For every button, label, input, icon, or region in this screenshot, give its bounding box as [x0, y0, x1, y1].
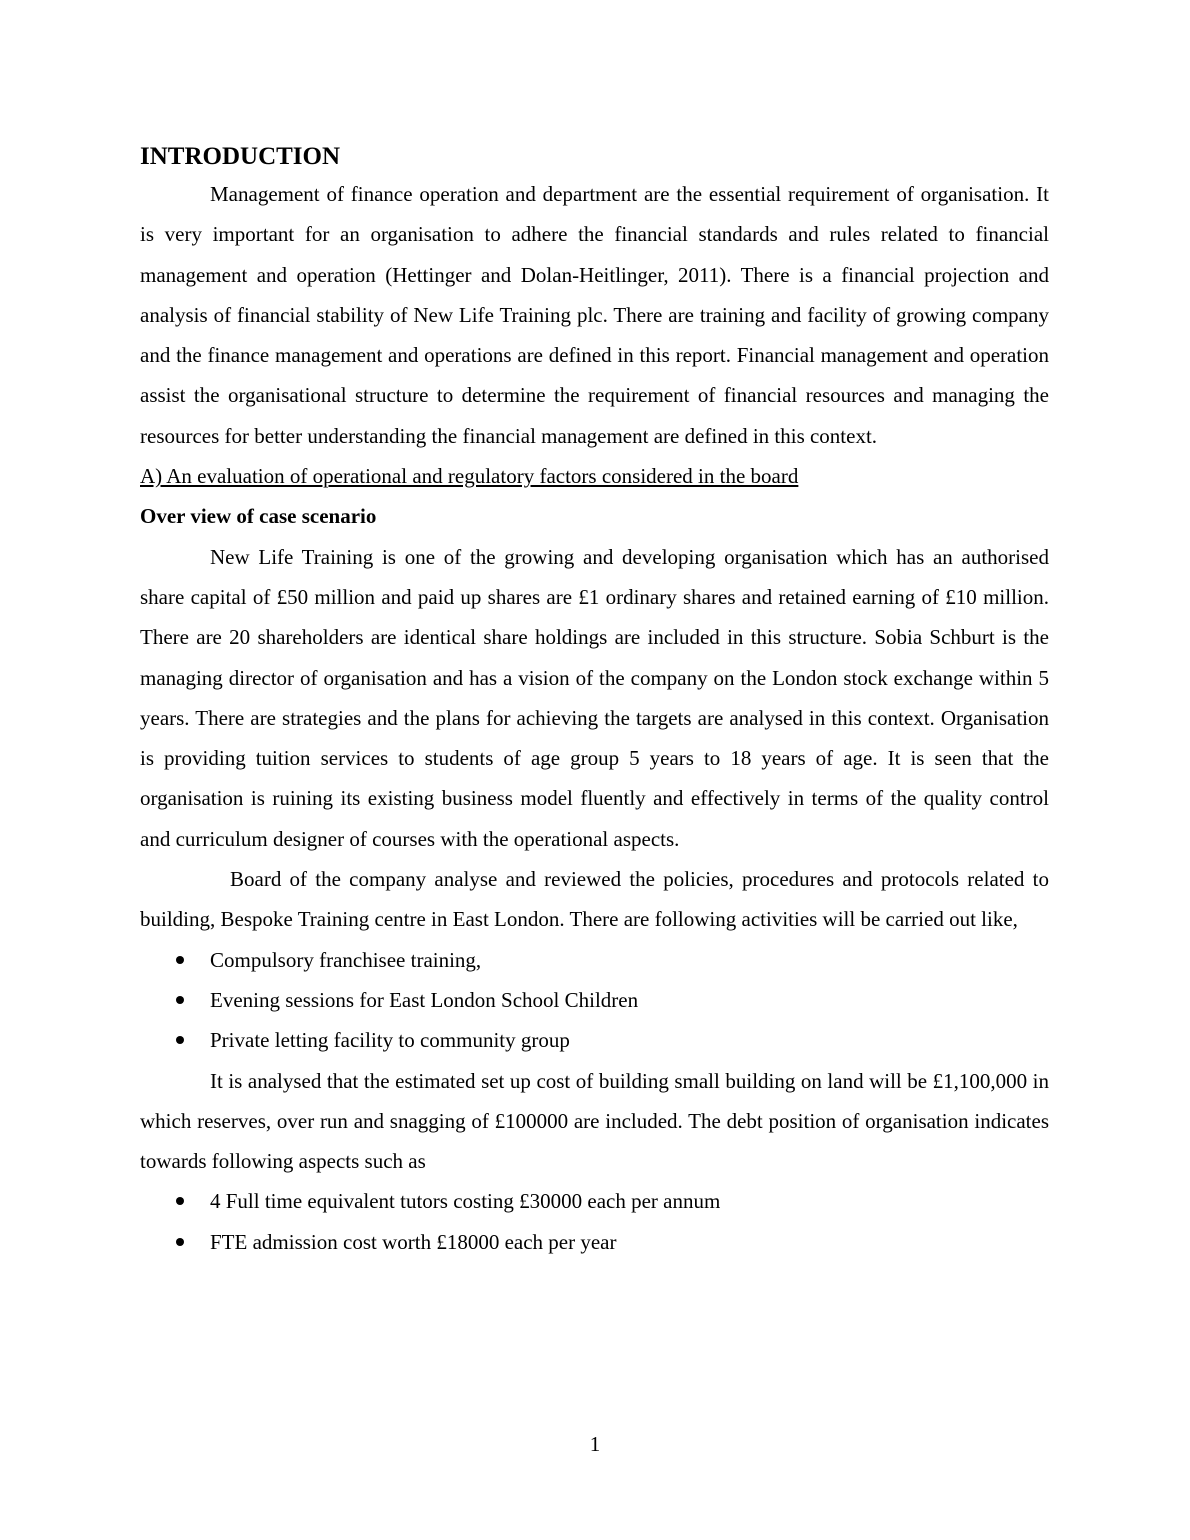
intro-paragraph: Management of finance operation and department are the essential requirement of organisation. It is very important for an organisation to adhere the financial standards and rules related to financial management and operation (Hettinger and Dolan-Heitlinger, 2011). There is a financial projection and analysis of financial stability of New Life Training plc. There are training and facility of growing company and the finance management and operations are defined in this report. Financial management and operation assist the organisational structure to determine the requirement of financial resources and managing the resources for better understanding the financial management are defined in this context.	[140, 182, 1049, 448]
list-item-text: Evening sessions for East London School Children	[210, 987, 639, 1012]
bullet-icon	[176, 1238, 184, 1246]
overview-paragraph: New Life Training is one of the growing and developing organisation which has an authorised share capital of £50 million and paid up shares are £1 ordinary shares and retained earning of £10 million. There are 20 shareholders are identical share holdings are included in this structure. Sobia Schburt is the managing director of organisation and has a vision of the company on the London stock exchange within 5 years. There are strategies and the plans for achieving the targets are analysed in this context. Organisation is providing tuition services to students of age group 5 years to 18 years of age. It is seen that the organisation is ruining its existing business model fluently and effectively in terms of the quality control and curriculum designer of courses with the operational aspects.	[140, 544, 1049, 851]
overview-heading: Over view of case scenario	[140, 504, 377, 529]
list-item	[140, 1181, 1049, 1221]
list-item	[140, 1020, 1049, 1060]
activities-list	[140, 940, 1049, 1061]
page-title: INTRODUCTION	[140, 143, 341, 170]
list-item-text: Private letting facility to community group	[210, 1028, 570, 1053]
debt-items-list	[140, 1181, 1049, 1262]
document-page	[140, 140, 1049, 1262]
cost-paragraph: It is analysed that the estimated set up cost of building small building on land will be £1,100,000 in which reserves, over run and snagging of £100000 are included. The debt position of organisation indicates towards following aspects such as	[140, 1068, 1049, 1174]
list-item-text: FTE admission cost worth £18000 each per year	[210, 1229, 617, 1254]
bullet-icon	[176, 956, 184, 964]
section-a-heading: A) An evaluation of operational and regulatory factors considered in the board	[140, 464, 799, 489]
list-item	[140, 980, 1049, 1020]
bullet-icon	[176, 1197, 184, 1205]
list-item-text: 4 Full time equivalent tutors costing £30000 each per annum	[210, 1189, 721, 1214]
bullet-icon	[176, 1036, 184, 1044]
bullet-icon	[176, 996, 184, 1004]
list-item	[140, 940, 1049, 980]
page-number: 1	[589, 1432, 601, 1456]
board-paragraph: Board of the company analyse and reviewed the policies, procedures and protocols related to building, Bespoke Training centre in East London. There are following activities will be carried out like,	[140, 867, 1049, 932]
list-item	[140, 1222, 1049, 1262]
list-item-text: Compulsory franchisee training,	[210, 947, 482, 972]
